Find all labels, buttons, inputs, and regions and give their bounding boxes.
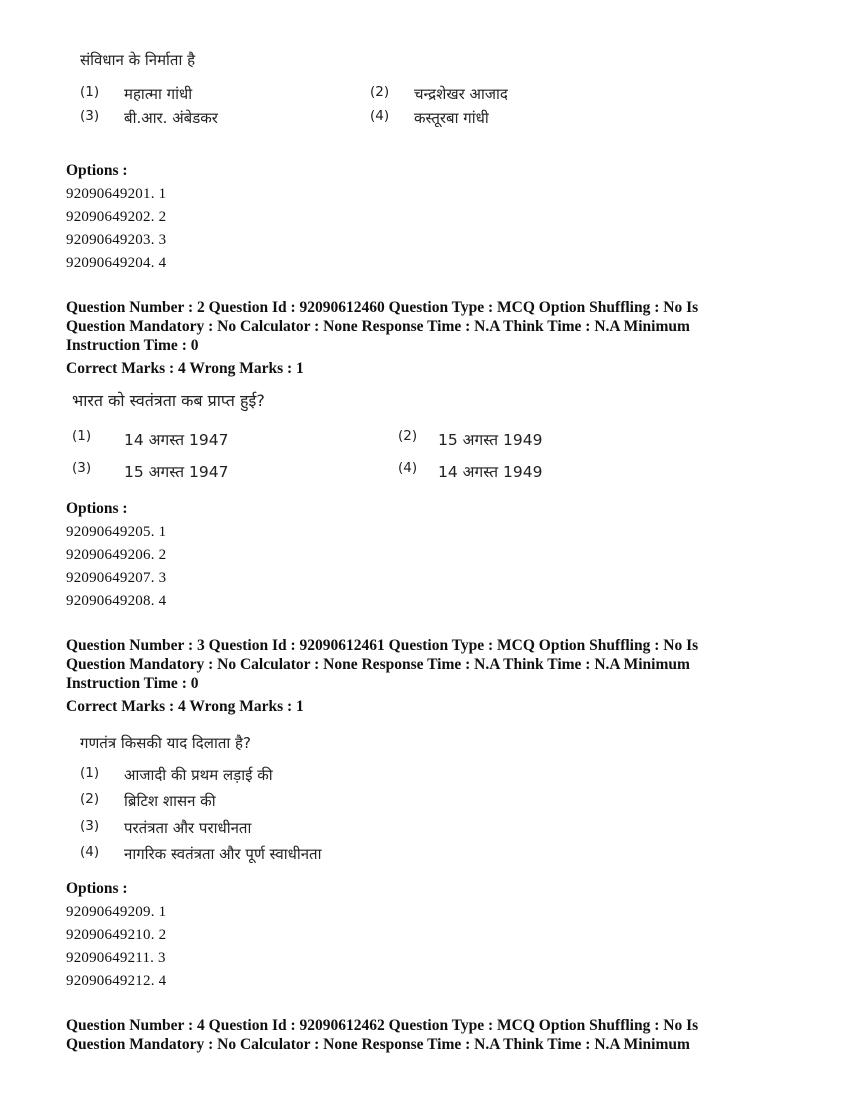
q3-choice-4-num: (4) xyxy=(80,844,100,860)
q1-choice-4-num: (4) xyxy=(370,108,390,124)
q2-options xyxy=(66,499,766,613)
q2-choice-3 xyxy=(72,460,228,482)
q1-choice-2-num: (2) xyxy=(370,84,390,100)
q3-question-text: गणतंत्र किसकी याद दिलाता है? xyxy=(80,734,251,752)
q2-option-3: 92090649207. 3 xyxy=(66,570,167,586)
q1-option-2: 92090649202. 2 xyxy=(66,209,167,225)
q3-choice-1-num: (1) xyxy=(80,765,100,781)
q1-choice-1 xyxy=(80,84,192,104)
q3-option-4: 92090649212. 4 xyxy=(66,973,167,989)
q2-choice-1-text: 14 अगस्त 1947 xyxy=(124,431,229,449)
q3-options xyxy=(66,879,766,993)
q2-header-line-2: Question Mandatory : No Calculator : None Response Time : N.A Think Time : N.A Minimum xyxy=(66,318,690,335)
q3-choice-3-num: (3) xyxy=(80,818,100,834)
q3-choice-1 xyxy=(80,765,273,785)
q1-option-3: 92090649203. 3 xyxy=(66,232,167,248)
q3-choice-4-text: नागरिक स्वतंत्रता और पूर्ण स्वाधीनता xyxy=(124,845,322,863)
q4-header xyxy=(66,1016,766,1054)
q3-choice-3 xyxy=(80,818,251,838)
q1-options xyxy=(66,161,766,275)
q3-choice-1-text: आजादी की प्रथम लड़ाई की xyxy=(124,766,273,784)
q2-choice-3-num: (3) xyxy=(72,460,92,476)
q2-option-1: 92090649205. 1 xyxy=(66,524,167,540)
q1-choice-3-num: (3) xyxy=(80,108,100,124)
q3-options-label: Options : xyxy=(66,880,128,897)
q2-choice-4-num: (4) xyxy=(398,460,418,476)
q1-options-label: Options : xyxy=(66,162,128,179)
q2-option-2: 92090649206. 2 xyxy=(66,547,167,563)
q3-option-3: 92090649211. 3 xyxy=(66,950,166,966)
q1-choice-2-text: चन्द्रशेखर आजाद xyxy=(414,85,508,103)
q2-choice-2-text: 15 अगस्त 1949 xyxy=(438,431,543,449)
q3-header-line-3: Instruction Time : 0 xyxy=(66,675,199,692)
q1-choice-4 xyxy=(370,108,489,128)
q2-header-line-1: Question Number : 2 Question Id : 92090612460 Question Type : MCQ Option Shuffling : No Is xyxy=(66,299,699,316)
q3-option-1: 92090649209. 1 xyxy=(66,904,167,920)
q2-question-text: भारत को स्वतंत्रता कब प्राप्त हुई? xyxy=(72,391,265,410)
q1-option-4: 92090649204. 4 xyxy=(66,255,167,271)
q3-header-line-1: Question Number : 3 Question Id : 92090612461 Question Type : MCQ Option Shuffling : No Is xyxy=(66,637,699,654)
q2-choice-4 xyxy=(398,460,542,482)
q2-choice-4-text: 14 अगस्त 1949 xyxy=(438,463,543,481)
q3-choice-4 xyxy=(80,844,321,864)
q1-choice-3-text: बी.आर. अंबेडकर xyxy=(124,109,218,127)
q1-choice-2 xyxy=(370,84,508,104)
q1-question-text: संविधान के निर्माता है xyxy=(80,51,196,69)
q2-header-line-3: Instruction Time : 0 xyxy=(66,337,199,354)
q3-choice-2-num: (2) xyxy=(80,791,100,807)
q1-choice-4-text: कस्तूरबा गांधी xyxy=(414,109,489,127)
q2-options-label: Options : xyxy=(66,500,128,517)
q4-header-line-2: Question Mandatory : No Calculator : None Response Time : N.A Think Time : N.A Minimum xyxy=(66,1036,690,1053)
q2-option-4: 92090649208. 4 xyxy=(66,593,167,609)
q2-marks: Correct Marks : 4 Wrong Marks : 1 xyxy=(66,360,304,377)
q2-choice-2 xyxy=(398,428,542,450)
q2-choice-2-num: (2) xyxy=(398,428,418,444)
q1-choice-1-num: (1) xyxy=(80,84,100,100)
q2-choice-1 xyxy=(72,428,228,450)
q3-header-line-2: Question Mandatory : No Calculator : None Response Time : N.A Think Time : N.A Minimum xyxy=(66,656,690,673)
q3-choice-2 xyxy=(80,791,216,811)
q1-option-1: 92090649201. 1 xyxy=(66,186,167,202)
q2-choice-1-num: (1) xyxy=(72,428,92,444)
q3-choice-3-text: परतंत्रता और पराधीनता xyxy=(124,819,252,837)
q1-choice-1-text: महात्मा गांधी xyxy=(124,85,193,103)
q3-header xyxy=(66,636,766,716)
q2-choice-3-text: 15 अगस्त 1947 xyxy=(124,463,229,481)
q3-marks: Correct Marks : 4 Wrong Marks : 1 xyxy=(66,698,304,715)
q3-choice-2-text: ब्रिटिश शासन की xyxy=(124,792,216,810)
q4-header-line-1: Question Number : 4 Question Id : 92090612462 Question Type : MCQ Option Shuffling : No Is xyxy=(66,1017,699,1034)
q2-header xyxy=(66,298,766,378)
q3-option-2: 92090649210. 2 xyxy=(66,927,167,943)
q1-choice-3 xyxy=(80,108,218,128)
